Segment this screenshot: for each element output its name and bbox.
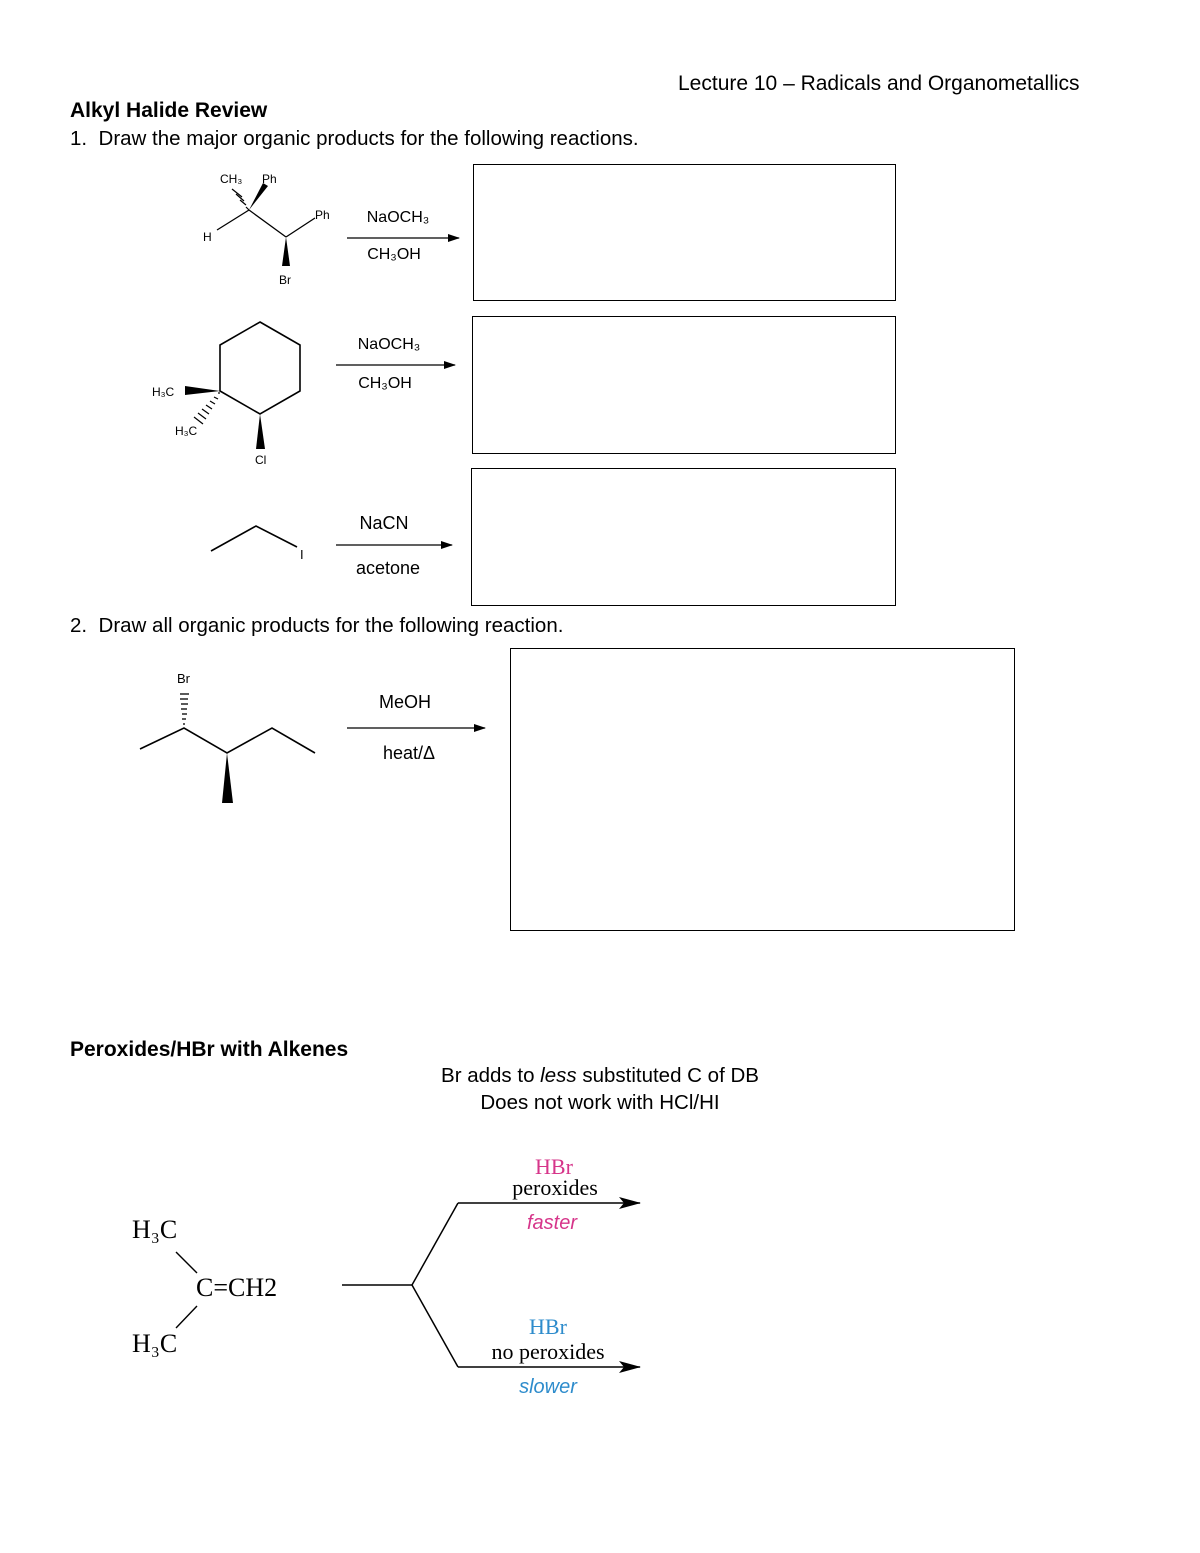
question-1-number: 1. (70, 127, 88, 150)
wedge-bond-methyl (185, 386, 220, 395)
label-h3c-top (132, 1215, 177, 1244)
question-2-text: Draw all organic products for the following reaction. (98, 614, 564, 637)
lecture-title: Lecture 10 – Radicals and Organometallics (678, 72, 1080, 95)
label-ph-top: Ph (262, 172, 277, 186)
label-cl: Cl (255, 453, 267, 467)
hashed-bond-methyl (194, 393, 220, 424)
label-h3c-1: H₃C (152, 385, 175, 399)
wedge-bond-cl (256, 414, 265, 449)
reaction-1-reagent-top: NaOCH₃ (366, 209, 430, 226)
lower-rate: slower (519, 1376, 577, 1398)
alkene-structure (132, 1215, 277, 1358)
note-emphasis: less (540, 1064, 577, 1087)
label-br: Br (279, 273, 291, 287)
lower-reagent: HBr (529, 1314, 567, 1339)
peroxide-note-line-2: Does not work with HCl/HI (480, 1091, 720, 1114)
note-part-2: substituted C of DB (576, 1064, 759, 1087)
wedge-bond-br (282, 237, 290, 266)
wedge-bond (249, 183, 268, 210)
question-2-number: 2. (70, 614, 88, 637)
upper-reagent: HBr (535, 1154, 573, 1179)
label-br: Br (177, 671, 190, 686)
label-c-ch2: C=CH2 (196, 1273, 278, 1302)
reaction-4-molecule (140, 671, 315, 803)
reaction-4-reagent-top: MeOH (378, 692, 431, 712)
note-part-1: Br adds to (441, 1064, 541, 1087)
label-h3c-2: H₃C (175, 424, 198, 438)
label-i: I (300, 547, 304, 562)
hashed-bond-br (180, 694, 189, 724)
section-title-peroxides: Peroxides/HBr with Alkenes (70, 1038, 349, 1061)
reaction-4-reagent-bottom: heat/Δ (382, 743, 436, 763)
question-1-text: Draw the major organic products for the following reactions. (98, 127, 639, 150)
h3c-top-text: H₃C (132, 1215, 178, 1244)
reaction-3-molecule (211, 526, 304, 562)
wedge-bond-methyl (222, 753, 233, 803)
label-h: H (203, 230, 212, 244)
reaction-2-reagent-top: NaOCH₃ (357, 336, 421, 353)
lower-condition: no peroxides (491, 1339, 605, 1364)
label-ch3: CH₃ (220, 172, 243, 186)
reaction-1-molecule (203, 172, 330, 287)
reaction-3-reagent-top: NaCN (359, 513, 409, 533)
upper-condition: peroxides (512, 1175, 598, 1200)
reaction-2-reagent-bottom: CH₃OH (358, 375, 412, 392)
upper-rate: faster (526, 1212, 578, 1234)
label-ph-right: Ph (315, 208, 330, 222)
hashed-bond (232, 189, 249, 210)
reaction-1-reagent-bottom: CH₃OH (367, 246, 421, 263)
label-h3c-bottom: H₃C (132, 1329, 178, 1358)
reaction-2-molecule (152, 322, 300, 467)
section-title-alkyl-halide: Alkyl Halide Review (70, 99, 268, 122)
reaction-3-reagent-bottom: acetone (355, 558, 421, 578)
